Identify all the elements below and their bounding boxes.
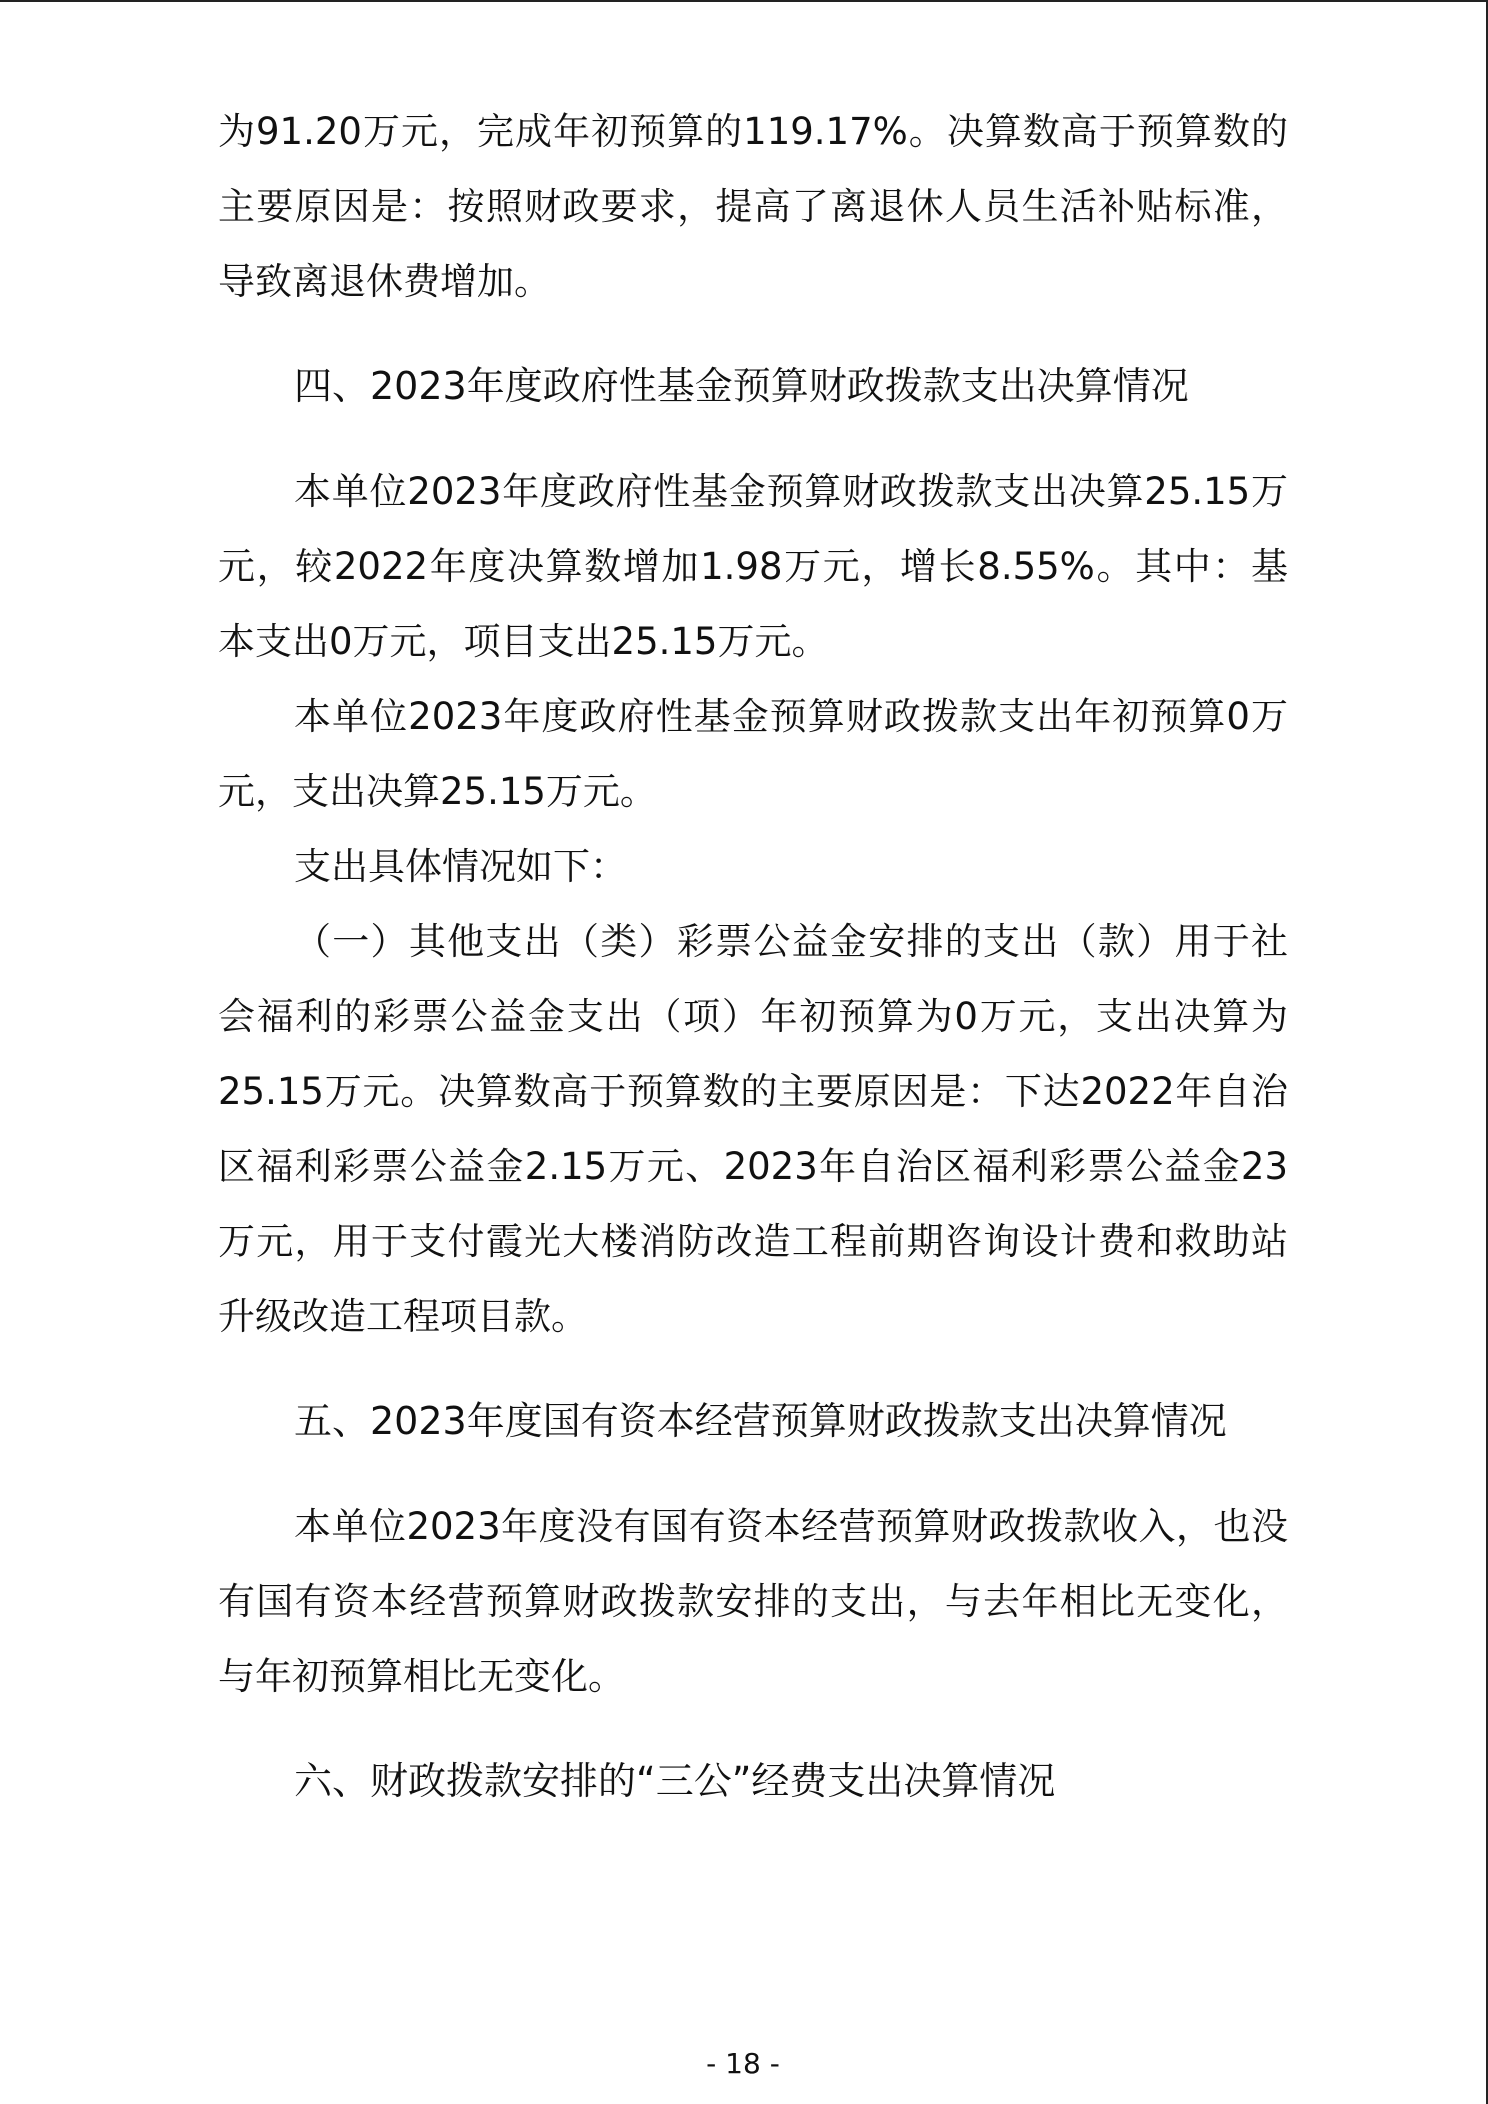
paragraph-5-1: 本单位2023年度没有国有资本经营预算财政拨款收入，也没有国有资本经营预算财政拨款安排的支出，与去年相比无变化，与年初预算相比无变化。: [218, 1505, 1288, 1698]
section-heading-5: 五、2023年度国有资本经营预算财政拨款支出决算情况: [294, 1399, 1227, 1443]
page-number: - 18 -: [706, 2047, 780, 2080]
paragraph-4-3: 支出具体情况如下：: [294, 845, 627, 888]
paragraph-4-1: 本单位2023年度政府性基金预算财政拨款支出决算25.15万元，较2022年度决算数增加1.98万元，增长8.55%。其中：基本支出0万元，项目支出25.15万元。: [218, 470, 1288, 663]
section-heading-4: 四、2023年度政府性基金预算财政拨款支出决算情况: [294, 364, 1189, 408]
document-body: [218, 94, 1288, 1819]
section-heading-6: 六、财政拨款安排的“三公”经费支出决算情况: [294, 1759, 1056, 1803]
paragraph-4-2: 本单位2023年度政府性基金预算财政拨款支出年初预算0万元，支出决算25.15万元。: [218, 695, 1288, 813]
continuation-paragraph: 为91.20万元，完成年初预算的119.17%。决算数高于预算数的主要原因是：按照财政要求，提高了离退休人员生活补贴标准，导致离退休费增加。: [218, 110, 1288, 303]
paragraph-4-4: （一）其他支出（类）彩票公益金安排的支出（款）用于社会福利的彩票公益金支出（项）年初预算为0万元，支出决算为25.15万元。决算数高于预算数的主要原因是：下达2022年自治区福利彩票公益金2.15万元、2023年自治区福利彩票公益金23万元，用于支付霞光大楼消防改造工程前期咨询设计费和救助站升级改造工程项目款。: [218, 920, 1288, 1338]
